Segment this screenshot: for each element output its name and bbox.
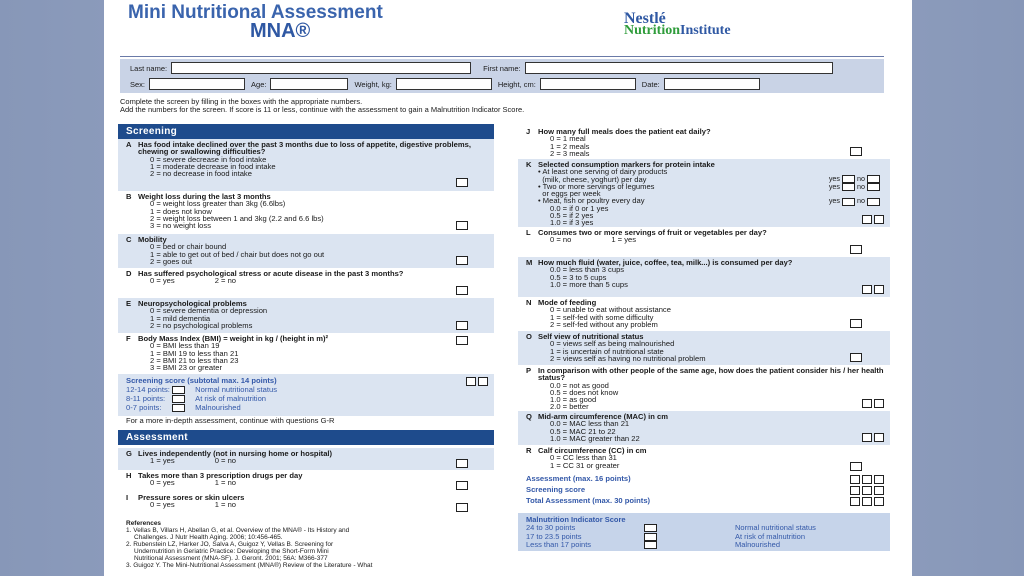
mis-range: Less than 17 points xyxy=(526,540,592,550)
answer-box-m[interactable] xyxy=(862,285,884,294)
score-checkbox[interactable] xyxy=(172,404,185,412)
yes-label: yes xyxy=(828,174,840,184)
reference-line: 1. Vellas B, Villars H, Abellan G, et al. Overview of the MNA® - Its History and xyxy=(126,527,350,534)
question-letter: N xyxy=(526,298,532,307)
screening-score-label: Screening score xyxy=(526,485,586,494)
answer-box-d[interactable] xyxy=(456,286,468,295)
question-letter: E xyxy=(126,299,132,308)
reference-line: 3. Guigoz Y. The Mini-Nutritional Assessment (MNA®) Review of the Literature - What xyxy=(126,562,373,569)
question-text: Has suffered psychological stress or acute disease in the past 3 months? xyxy=(138,269,404,278)
score-checkbox[interactable] xyxy=(172,386,185,394)
yes-checkbox[interactable] xyxy=(842,198,855,206)
form-subtitle: MNA® xyxy=(250,20,311,42)
option: 0 = yes xyxy=(150,276,175,286)
question-e xyxy=(118,298,494,333)
score-range: 12-14 points: xyxy=(126,385,170,395)
form-title: Mini Nutritional Assessment xyxy=(128,2,383,23)
answer-box-j[interactable] xyxy=(850,147,862,156)
option: 2 = no decrease in food intake xyxy=(150,169,252,179)
mis-title: Malnutrition Indicator Score xyxy=(526,515,626,524)
option: 2 = weight loss between 1 and 3kg (2.2 and 6.6 lbs) xyxy=(150,213,324,223)
question-letter: C xyxy=(126,235,132,244)
question-text: Calf circumference (CC) in cm xyxy=(538,446,647,455)
question-o xyxy=(518,331,890,365)
question-text: In comparison with other people of the same age, how does the patient consider his / her health status? xyxy=(538,366,884,383)
first-name-label: First name: xyxy=(483,63,521,73)
answer-box-a[interactable] xyxy=(456,178,468,187)
option: 0 = unable to eat without assistance xyxy=(550,305,671,315)
right-column xyxy=(518,126,890,551)
age-label: Age: xyxy=(251,79,267,89)
marker-text: (milk, cheese, yoghurt) per day xyxy=(542,174,647,184)
reference-line: Undernutrition in Geriatric Practice: Developing the Short-Form Mini xyxy=(134,548,329,555)
mis-label: Malnourished xyxy=(735,540,781,550)
option: 0.0 = not as good xyxy=(550,380,609,390)
mis-range: 17 to 23.5 points xyxy=(526,531,582,541)
date-field[interactable] xyxy=(664,78,760,90)
option: 3 = no weight loss xyxy=(150,221,211,231)
question-r xyxy=(518,445,890,473)
option: 2 = goes out xyxy=(150,256,193,266)
option: 2 = no xyxy=(214,276,237,286)
question-letter: P xyxy=(526,366,532,375)
answer-box-l[interactable] xyxy=(850,245,862,254)
totals-block xyxy=(518,473,890,509)
protein-marker-2: • Two or more servings of legumes or eggs per week yes no xyxy=(526,183,886,198)
question-m xyxy=(518,257,890,297)
left-column xyxy=(118,124,494,569)
date-label: Date: xyxy=(641,79,660,89)
answer-box-o[interactable] xyxy=(850,353,862,362)
yes-checkbox[interactable] xyxy=(842,183,855,191)
mis-checkbox[interactable] xyxy=(644,541,657,549)
question-letter: R xyxy=(526,446,532,455)
question-letter: L xyxy=(526,228,531,237)
question-letter: F xyxy=(126,334,131,343)
question-letter: K xyxy=(526,160,532,169)
question-letter: I xyxy=(126,493,129,502)
score-range: 0-7 points: xyxy=(126,403,162,413)
option: 0 = views self as being malnourished xyxy=(550,339,675,349)
screening-score-boxes[interactable] xyxy=(466,377,488,386)
option: 0 = severe dementia or depression xyxy=(150,306,268,316)
instructions xyxy=(120,98,524,114)
question-letter: O xyxy=(526,332,532,341)
question-text: Lives independently (not in nursing home or hospital) xyxy=(138,449,333,458)
score-label: Normal nutritional status xyxy=(195,385,278,395)
option: 1 = able to get out of bed / chair but does not go out xyxy=(150,249,325,259)
option: 3 = BMI 23 or greater xyxy=(150,363,222,373)
answer-box-f[interactable] xyxy=(456,336,468,345)
option: 1 = yes xyxy=(150,456,175,466)
reference-line: Nutritional Assessment (MNA-SF). J. Geront. 2001; 56A: M366-377 xyxy=(134,555,328,562)
grand-total-boxes[interactable] xyxy=(850,497,884,506)
score-label: At risk of malnutrition xyxy=(195,394,267,404)
option: 0.5 = 3 to 5 cups xyxy=(550,272,607,282)
first-name-field[interactable] xyxy=(525,62,833,74)
screening-heading: Screening xyxy=(118,124,494,139)
question-text: How many full meals does the patient eat daily? xyxy=(538,127,711,136)
marker-text: Two or more servings of legumes xyxy=(542,181,655,191)
option: 2 = self-fed without any problem xyxy=(550,319,658,329)
option: 1.0 = if 3 yes xyxy=(550,218,594,228)
option: 0.5 = if 2 yes xyxy=(550,211,594,221)
option: 0 = weight loss greater than 3kg (6.6lbs) xyxy=(150,199,286,209)
question-text: Weight loss during the last 3 months xyxy=(138,192,271,201)
screening-score-title: Screening score (subtotal max. 14 points) xyxy=(126,376,277,385)
yes-label: yes xyxy=(828,181,840,191)
option: 0 = BMI less than 19 xyxy=(150,341,220,351)
question-text: Mobility xyxy=(138,235,167,244)
marker-text: At least one serving of dairy products xyxy=(542,167,668,177)
score-checkbox[interactable] xyxy=(172,395,185,403)
answer-box-b[interactable] xyxy=(456,221,468,230)
screening-score-block xyxy=(118,374,494,416)
option: 0.0 = MAC less than 21 xyxy=(550,419,630,429)
answer-box-q[interactable] xyxy=(862,433,884,442)
question-text: Mid-arm circumference (MAC) in cm xyxy=(538,412,668,421)
question-q xyxy=(518,411,890,445)
option: 0.0 = less than 3 cups xyxy=(550,265,625,275)
answer-box-p[interactable] xyxy=(862,399,884,408)
question-letter: M xyxy=(526,258,533,267)
no-checkbox[interactable] xyxy=(867,198,880,206)
brand-logo-bottom: NutritionInstitute xyxy=(624,23,731,38)
mna-form-sheet xyxy=(104,0,912,576)
question-l xyxy=(518,227,890,257)
answer-box-h[interactable] xyxy=(456,481,468,490)
score-label: Malnourished xyxy=(195,403,241,413)
option: 2.0 = better xyxy=(550,402,589,412)
option: 0 = yes xyxy=(150,500,175,510)
weight-label: Weight, kg: xyxy=(354,79,392,89)
assessment-total-boxes[interactable] xyxy=(850,475,884,484)
header-divider xyxy=(120,56,884,57)
total-assessment-label: Total Assessment (max. 30 points) xyxy=(526,496,651,505)
answer-box-n[interactable] xyxy=(850,319,862,328)
question-text: Body Mass Index (BMI) = weight in kg / (height in m)² xyxy=(138,334,329,343)
option: 1.0 = as good xyxy=(550,395,597,405)
question-letter: H xyxy=(126,471,132,480)
option: 2 = no psychological problems xyxy=(150,320,253,330)
question-c xyxy=(118,234,494,268)
option: 2 = BMI 21 to less than 23 xyxy=(150,355,239,365)
option: 1 = yes xyxy=(611,235,637,245)
assessment-total-label: Assessment (max. 16 points) xyxy=(526,474,631,483)
question-letter: A xyxy=(126,140,132,149)
continue-note: For a more in-depth assessment, continue with questions G-R xyxy=(126,416,335,425)
question-text: Neuropsychological problems xyxy=(138,299,247,308)
option: 1 = no xyxy=(214,500,237,510)
question-text: How much fluid (water, juice, coffee, tea, milk...) is consumed per day? xyxy=(538,258,793,267)
option: 1 = self-fed with some difficulty xyxy=(550,312,654,322)
option: 0.5 = does not know xyxy=(550,387,619,397)
option: 2 = views self as having no nutritional problem xyxy=(550,353,706,363)
reference-line: 2. Rubenstein LZ, Harker JO, Salva A, Guigoz Y, Vellas B. Screening for xyxy=(126,541,334,548)
age-field[interactable] xyxy=(270,78,348,90)
score-range: 8-11 points: xyxy=(126,394,166,404)
option: 1 = is uncertain of nutritional state xyxy=(550,346,664,356)
question-letter: G xyxy=(126,449,132,458)
option: 1.0 = MAC greater than 22 xyxy=(550,433,640,443)
reference-line: Challenges. J Nutr Health Aging. 2006; 10:456-465. xyxy=(134,534,283,541)
answer-box-r[interactable] xyxy=(850,462,862,471)
last-name-label: Last name: xyxy=(130,63,168,73)
mis-label: At risk of malnutrition xyxy=(735,531,806,541)
question-letter: D xyxy=(126,269,132,278)
option: 0 = CC less than 31 xyxy=(550,453,617,463)
answer-box-k[interactable] xyxy=(862,215,884,224)
brand-logo-top: Nestlé xyxy=(624,10,666,27)
protein-marker-1: • At least one serving of dairy products (milk, cheese, yoghurt) per day yes no xyxy=(526,168,886,183)
option: 0 = severe decrease in food intake xyxy=(150,154,267,164)
option: 1 = moderate decrease in food intake xyxy=(150,161,276,171)
mis-range: 24 to 30 points xyxy=(526,523,576,533)
option: 0 = bed or chair bound xyxy=(150,242,227,252)
question-h xyxy=(118,470,494,492)
mis-checkbox[interactable] xyxy=(644,524,657,532)
question-text: Mode of feeding xyxy=(538,298,597,307)
height-label: Height, cm: xyxy=(497,79,536,89)
option: 0 = no xyxy=(214,456,237,466)
instructions-line2: Add the numbers for the screen. If score is 11 or less, continue with the assessment to gain a Malnutrition Indicator Score. xyxy=(120,105,525,114)
answer-box-i[interactable] xyxy=(456,503,468,512)
question-text: Consumes two or more servings of fruit or vegetables per day? xyxy=(538,228,767,237)
instructions-line1: Complete the screen by filling in the boxes with the appropriate numbers. xyxy=(120,97,363,106)
answer-box-c[interactable] xyxy=(456,256,468,265)
no-label: no xyxy=(857,196,865,206)
option: 1 = 2 meals xyxy=(550,141,590,151)
malnutrition-indicator-box xyxy=(518,513,890,551)
no-checkbox[interactable] xyxy=(867,183,880,191)
option: 1 = mild dementia xyxy=(150,313,211,323)
question-text: Takes more than 3 prescription drugs per day xyxy=(138,471,303,480)
option: 1 = no xyxy=(214,478,237,488)
assessment-heading: Assessment xyxy=(118,430,494,445)
question-letter: J xyxy=(526,127,531,136)
question-text: Has food intake declined over the past 3 months due to loss of appetite, digestive problems, chewing or swallowing difficulties? xyxy=(138,140,471,157)
yes-label: yes xyxy=(828,196,840,206)
question-n xyxy=(518,297,890,331)
question-i xyxy=(118,492,494,514)
height-field[interactable] xyxy=(540,78,636,90)
question-f xyxy=(118,333,494,374)
last-name-field[interactable] xyxy=(171,62,471,74)
option: 0 = 1 meal xyxy=(550,134,586,144)
question-text: Self view of nutritional status xyxy=(538,332,644,341)
option: 0 = no xyxy=(550,235,572,245)
references xyxy=(118,514,494,569)
protein-marker-3: • Meat, fish or poultry every day yes no xyxy=(526,197,886,204)
answer-box-g[interactable] xyxy=(456,459,468,468)
question-letter: Q xyxy=(526,412,532,421)
question-b xyxy=(118,191,494,234)
question-letter: B xyxy=(126,192,132,201)
screening-total-boxes[interactable] xyxy=(850,486,884,495)
question-a xyxy=(118,139,494,191)
weight-field[interactable] xyxy=(396,78,492,90)
question-g xyxy=(118,448,494,470)
sex-field[interactable] xyxy=(149,78,245,90)
option: 0.0 = if 0 or 1 yes xyxy=(550,203,609,213)
patient-details-row xyxy=(120,75,884,93)
option: 1 = BMI 19 to less than 21 xyxy=(150,348,239,358)
question-p xyxy=(518,365,890,411)
question-j xyxy=(518,126,890,159)
answer-box-e[interactable] xyxy=(456,321,468,330)
references-title: References xyxy=(126,520,162,527)
mis-checkbox[interactable] xyxy=(644,533,657,541)
no-label: no xyxy=(857,181,865,191)
marker-text: or eggs per week xyxy=(542,189,601,199)
option: 2 = 3 meals xyxy=(550,148,590,158)
question-text: Pressure sores or skin ulcers xyxy=(138,493,245,502)
option: 0.5 = MAC 21 to 22 xyxy=(550,426,616,436)
grand-total-row xyxy=(526,497,886,508)
marker-text: Meat, fish or poultry every day xyxy=(542,196,645,206)
no-label: no xyxy=(857,174,865,184)
mis-label: Normal nutritional status xyxy=(735,523,816,533)
question-k xyxy=(518,159,890,227)
option: 0 = yes xyxy=(150,478,175,488)
option: 1 = does not know xyxy=(150,206,212,216)
option: 1.0 = more than 5 cups xyxy=(550,279,628,289)
sex-label: Sex: xyxy=(130,79,146,89)
option: 1 = CC 31 or greater xyxy=(550,460,620,470)
question-text: Selected consumption markers for protein intake xyxy=(538,160,715,169)
question-d xyxy=(118,268,494,298)
